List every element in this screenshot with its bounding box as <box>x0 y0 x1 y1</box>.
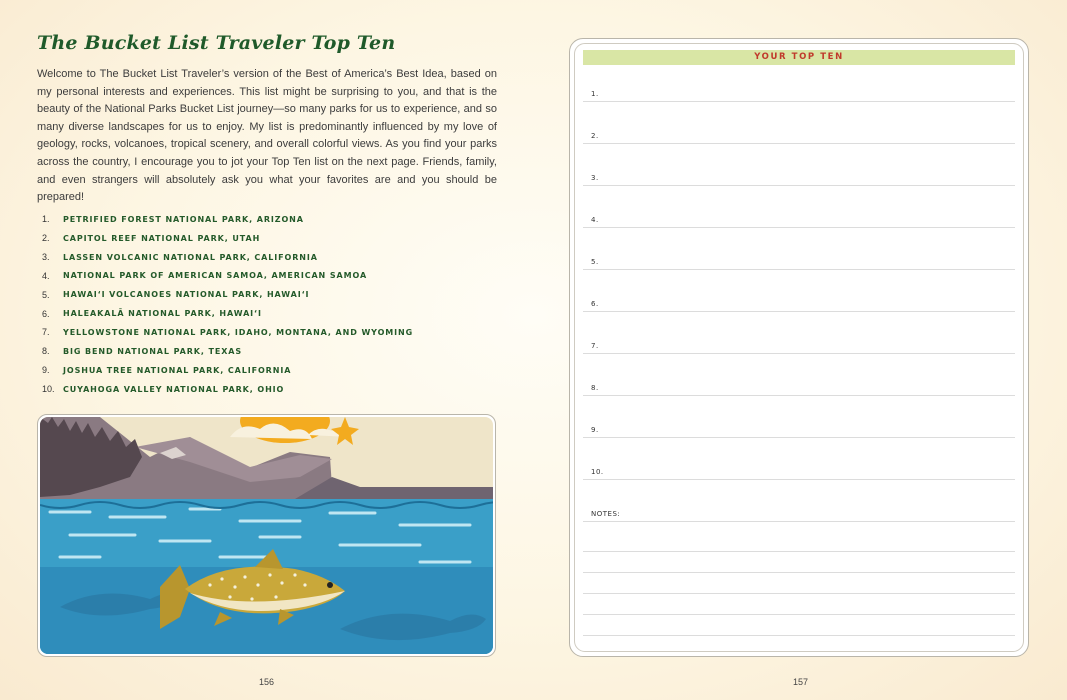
entry-number: 3. <box>591 174 599 182</box>
notes-rule[interactable] <box>583 551 1015 552</box>
entry-number: 1. <box>591 90 599 98</box>
park-name: CUYAHOGA VALLEY NATIONAL PARK, OHIO <box>63 384 285 394</box>
list-item <box>42 267 413 286</box>
trout-illustration <box>40 417 493 654</box>
entry-line[interactable] <box>583 89 1015 102</box>
park-name: JOSHUA TREE NATIONAL PARK, CALIFORNIA <box>63 365 292 375</box>
entry-number: 8. <box>591 384 599 392</box>
right-page <box>533 0 1067 700</box>
list-item <box>42 380 413 399</box>
list-number: 5. <box>42 289 50 300</box>
entry-number: 9. <box>591 426 599 434</box>
park-name: PETRIFIED FOREST NATIONAL PARK, ARIZONA <box>63 214 304 224</box>
park-name: NATIONAL PARK OF AMERICAN SAMOA, AMERICAN SAMOA <box>63 271 368 281</box>
notes-rule[interactable] <box>583 572 1015 573</box>
park-name: BIG BEND NATIONAL PARK, TEXAS <box>63 346 243 356</box>
park-name: CAPITOL REEF NATIONAL PARK, UTAH <box>63 233 261 243</box>
notes-rule[interactable] <box>583 635 1015 636</box>
list-number: 6. <box>42 308 50 319</box>
list-number: 7. <box>42 327 50 338</box>
list-item <box>42 361 413 380</box>
intro-paragraph: Welcome to The Bucket List Traveler’s version of the Best of America’s Best Idea, based on my personal interests and experiences. This list might be surprising to you, and that is the beauty of the National Parks Bucket List journey—so many parks for us to experience, and so many diverse landscapes for us to enjoy. My list is predominantly influenced by my love of geology, rocks, volcanoes, tropical scenery, and overall colorful views. As you find your parks across the country, I encourage you to jot your Top Ten list on the next page. Friends, family, and even strangers will absolutely ask you what your favorites are and you should be prepared! <box>37 68 497 204</box>
list-item <box>42 323 413 342</box>
entry-number: 7. <box>591 342 599 350</box>
list-item <box>42 210 413 229</box>
notes-rule[interactable] <box>583 614 1015 615</box>
park-name: HALEAKALĀ NATIONAL PARK, HAWAI‘I <box>63 309 262 319</box>
page-number: 156 <box>259 677 275 687</box>
entry-number: 5. <box>591 258 599 266</box>
trout-illustration-frame <box>37 414 496 657</box>
page-number: 157 <box>793 677 809 687</box>
list-item <box>42 342 413 361</box>
list-item <box>42 304 413 323</box>
left-page <box>0 0 533 700</box>
list-item <box>42 285 413 304</box>
list-number: 2. <box>42 233 50 244</box>
notes-line[interactable] <box>583 509 1015 522</box>
card-header: YOUR TOP TEN <box>583 50 1015 65</box>
park-name: LASSEN VOLCANIC NATIONAL PARK, CALIFORNIA <box>63 252 318 262</box>
park-name: YELLOWSTONE NATIONAL PARK, IDAHO, MONTANA, AND WYOMING <box>63 327 414 337</box>
entry-number: 6. <box>591 300 599 308</box>
notes-rule[interactable] <box>583 593 1015 594</box>
list-number: 10. <box>42 384 55 395</box>
entry-line[interactable] <box>583 383 1015 396</box>
entry-number: 4. <box>591 216 599 224</box>
entry-line[interactable] <box>583 299 1015 312</box>
list-number: 3. <box>42 252 50 263</box>
entry-line[interactable] <box>583 173 1015 186</box>
list-number: 1. <box>42 214 50 225</box>
list-number: 8. <box>42 346 50 357</box>
entry-line[interactable] <box>583 131 1015 144</box>
entry-line[interactable] <box>583 215 1015 228</box>
entry-line[interactable] <box>583 467 1015 480</box>
list-item <box>42 248 413 267</box>
entry-line[interactable] <box>583 341 1015 354</box>
entry-line[interactable] <box>583 257 1015 270</box>
park-name: HAWAI‘I VOLCANOES NATIONAL PARK, HAWAI‘I <box>63 290 310 300</box>
list-item <box>42 229 413 248</box>
top-ten-card <box>569 38 1029 657</box>
entry-number: 2. <box>591 132 599 140</box>
list-number: 4. <box>42 270 50 281</box>
entry-number: 10. <box>591 468 604 476</box>
park-list <box>42 210 413 398</box>
page-title: The Bucket List Traveler Top Ten <box>37 32 396 54</box>
list-number: 9. <box>42 365 50 376</box>
entry-line[interactable] <box>583 425 1015 438</box>
notes-label: NOTES: <box>591 510 621 518</box>
